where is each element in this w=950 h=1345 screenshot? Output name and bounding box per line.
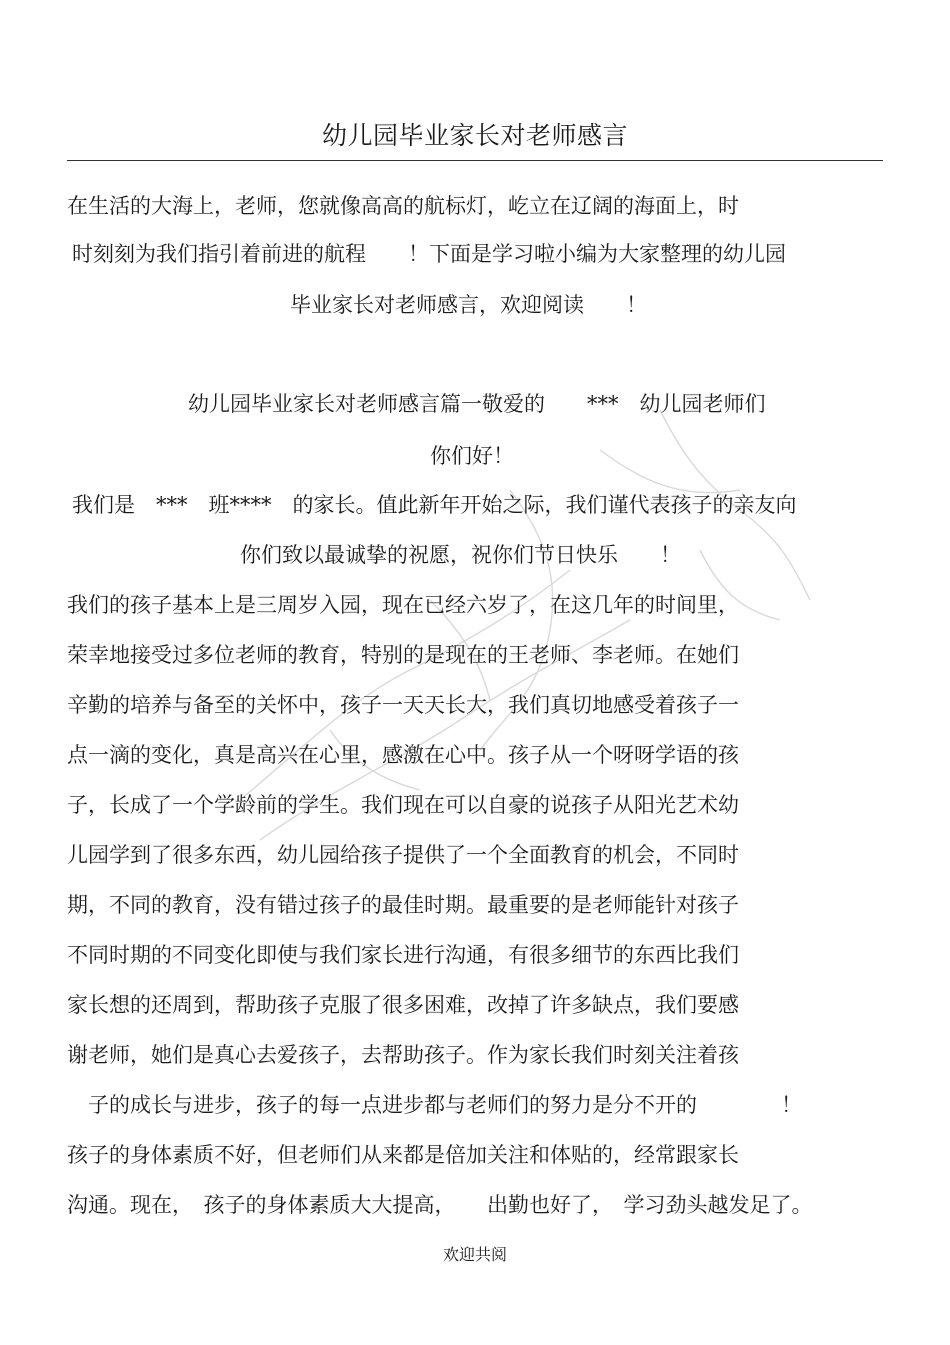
body-line: 沟通。现在， 孩子的身体素质大大提高， 出勤也好了， 学习劲头越发足了。 (67, 1193, 813, 1217)
page-footer: 欢迎共阅 (442, 1245, 507, 1264)
section-heading-line-1: 幼儿园毕业家长对老师感言篇一敬爱的 *** 幼儿园老师们 (188, 392, 766, 416)
body-line: 谢老师，她们是真心去爱孩子，去帮助孩子。作为家长我们时刻关注着孩 (67, 1043, 739, 1067)
body-line: 辛勤的培养与备至的关怀中，孩子一天天长大，我们真切地感受着孩子一 (67, 693, 739, 717)
body-line: 子，长成了一个学龄前的学生。我们现在可以自豪的说孩子从阳光艺术幼 (67, 793, 739, 817)
body-line: 不同时期的不同变化即使与我们家长进行沟通，有很多细节的东西比我们 (67, 943, 739, 967)
intro-line-3: 毕业家长对老师感言，欢迎阅读 ！ (290, 293, 647, 317)
body-line: 孩子的身体素质不好，但老师们从来都是倍加关注和体贴的，经常跟家长 (67, 1143, 739, 1167)
body-line: 点一滴的变化，真是高兴在心里，感激在心中。孩子从一个呀呀学语的孩 (67, 743, 739, 767)
body-line: 儿园学到了很多东西，幼儿园给孩子提供了一个全面教育的机会，不同时 (67, 843, 739, 867)
body-line: 家长想的还周到，帮助孩子克服了很多困难，改掉了许多缺点，我们要感 (67, 993, 739, 1017)
body-line: 荣幸地接受过多位老师的教育，特别的是现在的王老师、李老师。在她们 (67, 643, 739, 667)
body-line: 我们是 *** 班**** 的家长。值此新年开始之际，我们谨代表孩子的亲友向 (72, 493, 797, 517)
body-line: 你们致以最诚挚的祝愿，祝你们节日快乐 ！ (240, 543, 681, 567)
intro-line-1: 在生活的大海上，老师，您就像高高的航标灯，屹立在辽阔的海面上，时 (67, 194, 739, 218)
body-line: 子的成长与进步，孩子的每一点进步都与老师们的努力是分不开的 ！ (67, 1093, 802, 1117)
title-divider (67, 160, 883, 161)
page-title: 幼儿园毕业家长对老师感言 (321, 121, 628, 150)
intro-line-2: 时刻刻为我们指引着前进的航程 ！下面是学习啦小编为大家整理的幼儿园 (72, 242, 786, 266)
body-line: 期，不同的教育，没有错过孩子的最佳时期。最重要的是老师能针对孩子 (67, 893, 739, 917)
body-line: 我们的孩子基本上是三周岁入园，现在已经六岁了，在这几年的时间里， (67, 593, 739, 617)
section-heading-line-2: 你们好！ (430, 444, 514, 468)
